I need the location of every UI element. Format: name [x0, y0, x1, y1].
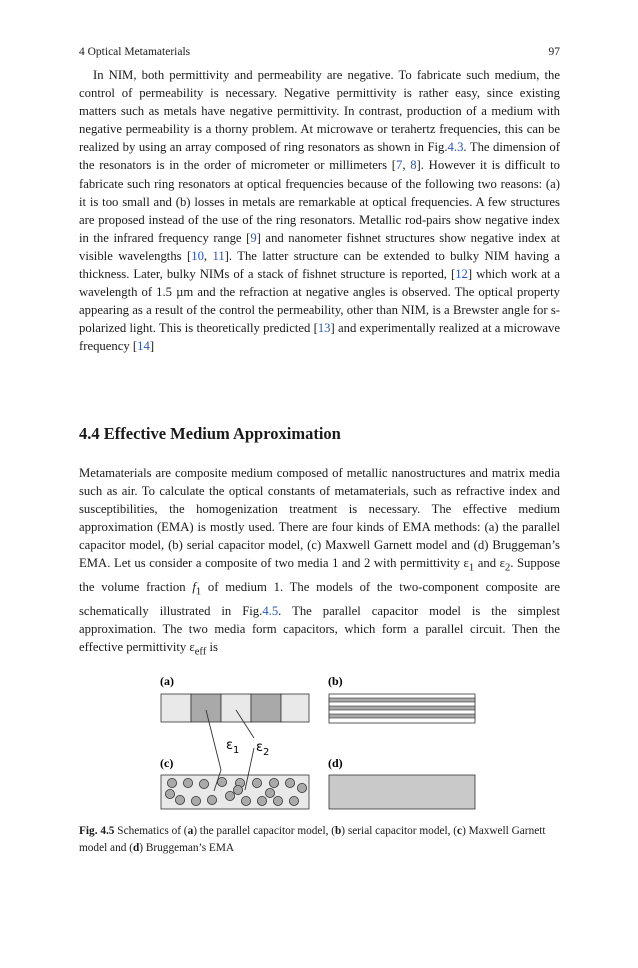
- panel-b-serial-layers: [329, 694, 475, 723]
- paragraph-text: In NIM, both permittivity and permeability are negative. To fabricate such medium, the control of permeability is necessary. Negative permittivity is rather easy, since existing matters such as metals have negative permittivity. In contrast, production of a medium with negative permeability is a thorny problem. At microwave or terahertz frequencies, this can be realized by using an array composed of ring resonators as shown in Fig.: [79, 68, 560, 155]
- strip-medium-1: [251, 694, 281, 722]
- paragraph-text: is: [206, 639, 218, 654]
- panel-label-c: (c): [160, 756, 174, 770]
- inclusion-circle: [285, 778, 294, 787]
- panel-d-bruggeman: [329, 775, 475, 809]
- caption-text: ) Bruggeman’s EMA: [139, 842, 235, 854]
- citation-link[interactable]: 9: [250, 230, 257, 245]
- paragraph-text: ]: [149, 339, 155, 354]
- subscript: 1: [468, 563, 475, 574]
- layer-medium-1: [329, 714, 475, 718]
- variable: f: [192, 580, 196, 595]
- epsilon-2-label: $\varepsilon_2$: [256, 740, 270, 758]
- inclusion-circle: [297, 783, 306, 792]
- page-number: 97: [548, 46, 560, 58]
- inclusion-circle: [217, 777, 226, 786]
- citation-link[interactable]: 14: [137, 339, 150, 354]
- caption-text: Schematics of (: [114, 825, 188, 837]
- paragraph-text: ]. The latter structure can be extended to bulky NIM having a thickness. Later, bulky NIMs of a stack of fishnet structure is reported, [: [79, 248, 561, 282]
- strip-medium-2: [161, 694, 191, 722]
- inclusion-circle: [183, 778, 192, 787]
- paragraph-text: . The parallel capacitor model is the simplest approximation. The two media form capacitors, which form a parallel circuit. Then the effective permittivity ε: [79, 603, 560, 654]
- paragraph-text: ] and nanometer fishnet structures show negative index at visible wavelengths [: [79, 230, 561, 263]
- panel-a-parallel-strips: [161, 694, 309, 722]
- caption-text: ) serial capacitor model, (: [341, 825, 458, 837]
- citation-link[interactable]: 11: [212, 248, 225, 263]
- caption-text: a: [187, 825, 194, 837]
- paragraph-text: . Suppose the volume fraction: [79, 556, 561, 595]
- citation-link[interactable]: 7: [395, 158, 403, 173]
- chapter-title: 4 Optical Metamaterials: [79, 46, 191, 58]
- figure-link[interactable]: 4.3: [447, 140, 464, 155]
- inclusion-circle: [265, 788, 274, 797]
- caption-text: ) the parallel capacitor model, (: [193, 825, 335, 837]
- citation-link[interactable]: 10: [191, 248, 204, 263]
- subscript: 1: [195, 586, 202, 598]
- citation-link[interactable]: 13: [317, 321, 331, 336]
- citation-link[interactable]: 8: [410, 158, 417, 173]
- epsilon-1-label: $\varepsilon_1$: [226, 738, 240, 756]
- paragraph-text: ] which work at a wavelength of 1.5 µm and the refraction at negative angles is observed. The optical property appearing as a result of the control the permeability, other than NIM, is a Brewster angle for s-polarized light. This is theoretically predicted [: [79, 267, 560, 336]
- figure-caption: [79, 823, 560, 857]
- caption-text: d: [132, 842, 140, 854]
- paragraph-text: and ε: [474, 556, 505, 571]
- paragraph-text: ] and experimentally realized at a microwave frequency [: [79, 321, 560, 354]
- caption-text: c: [457, 825, 463, 837]
- paragraph-text: ]. However it is difficult to fabricate such ring resonators at optical frequencies because of the following two reasons: (a) it is too small and (b) losses in metals are remarkable at optical frequencies. A few structures are proposed instead of the use of the ring resonators. Metallic rod-pairs show negative index in the infrared frequency range [: [79, 158, 561, 245]
- paragraph-text: . The dimension of the resonators is in the order of micrometer or millimeters [: [79, 140, 560, 173]
- inclusion-circle: [289, 796, 298, 805]
- panel-label-b: (b): [328, 674, 343, 688]
- strip-medium-1: [191, 694, 221, 722]
- inclusion-circle: [252, 778, 261, 787]
- inclusion-circle: [199, 779, 208, 788]
- panel-c-maxwell-garnett: [161, 775, 309, 809]
- inclusion-circle: [207, 795, 216, 804]
- layer-medium-1: [329, 706, 475, 710]
- caption-text: b: [335, 825, 342, 837]
- layer-medium-1: [329, 698, 475, 702]
- paragraph-text: Metamaterials are composite medium composed of metallic nanostructures and matrix media such as air. To calculate the optical constants of metamaterials, such as refractive index and susceptibilities, the homogenization treatment is necessary. The effective medium approximation (EMA) is mostly used. There are four kinds of EMA methods: (a) the parallel capacitor model, (b) serial capacitor model, (c) Maxwell Garnett model and (d) Bruggeman’s EMA. Let us consider a composite of two media 1 and 2 with permittivity ε: [79, 466, 560, 571]
- inclusion-circle: [191, 796, 200, 805]
- paragraph-ema: [79, 464, 560, 662]
- inclusion-circle: [165, 789, 174, 798]
- strip-medium-2: [221, 694, 251, 722]
- subscript: eff: [194, 646, 207, 658]
- inclusion-circle: [269, 778, 278, 787]
- inclusion-circle: [241, 796, 250, 805]
- inclusion-circle: [257, 796, 266, 805]
- inclusion-circle: [233, 785, 242, 794]
- inclusion-circle: [175, 795, 184, 804]
- paragraph-text: of medium 1. The models of the two-component composite are schematically illustrated in Fig.: [79, 580, 560, 618]
- caption-text: ) Maxwell Garnett model and (: [79, 825, 546, 854]
- citation-link[interactable]: 12: [455, 267, 468, 282]
- figure-4-5: [150, 670, 490, 815]
- strip-medium-2: [281, 694, 309, 722]
- inclusion-circle: [273, 796, 282, 805]
- inclusion-circle: [167, 778, 176, 787]
- paragraph-nim: In NIM, both permittivity and permeability are negative. To fabricate such medium, the control of permeability is necessary. Negative permittivity is rather easy, since existing matters such as metals have negative permittivity. In contrast, production of a medium with negative permeability is a thorny problem. At microwave or terahertz frequencies, this can be realized by using an array composed of ring resonators as shown in Fig.4.3. The dimension of the resonators is in the order of micrometer or millimeters [7, 8]. However it is difficult to fabricate such ring resonators at optical frequencies because of the following two reasons: (a) it is too small and (b) losses in metals are remarkable at optical frequencies. A few structures are proposed instead of the use of the ring resonators. Metallic rod-pairs show negative index in the infrared frequency range [9] and nanometer fishnet structures show negative index at visible wavelengths [10, 11]. The latter structure can be extended to bulky NIM having a thickness. Later, bulky NIMs of a stack of fishnet structure is reported, [12] which work at a wavelength of 1.5 µm and the refraction at negative angles is observed. The optical property appearing as a result of the control the permeability, other than NIM, is a Brewster angle for s-polarized light. This is theoretically predicted [13] and experimentally realized at a microwave frequency [14]: [79, 68, 561, 354]
- running-head: [79, 46, 560, 58]
- subscript: 2: [504, 563, 511, 574]
- panel-label-d: (d): [328, 756, 343, 770]
- inclusion-circle: [225, 791, 234, 800]
- panel-label-a: (a): [160, 674, 174, 688]
- figure-link[interactable]: 4.5: [262, 603, 279, 618]
- section-heading: 4.4 Effective Medium Approximation: [79, 424, 341, 443]
- caption-label: Fig. 4.5: [79, 825, 115, 837]
